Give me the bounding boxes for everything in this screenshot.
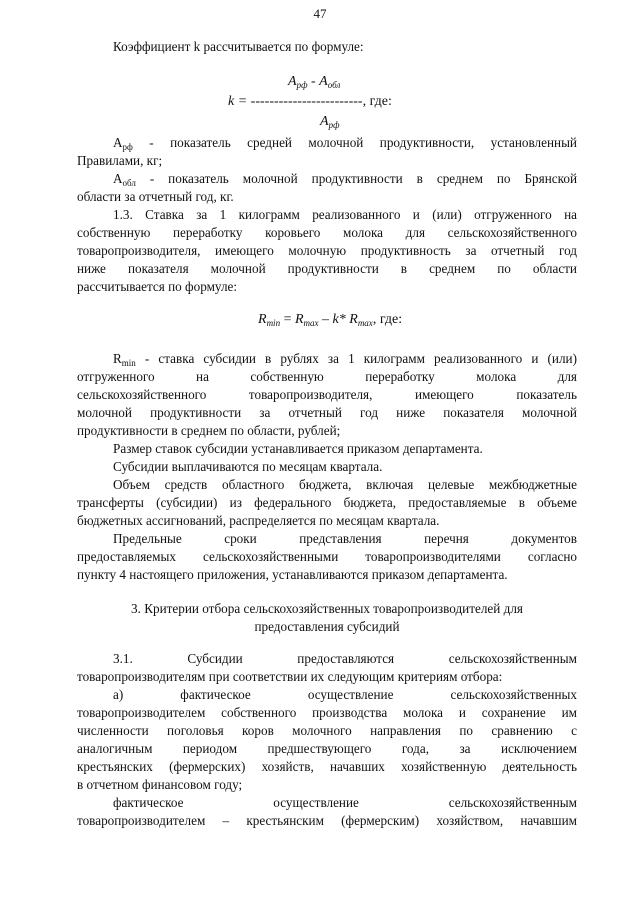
item-1-3-line: 1.3. Ставка за 1 килограмм реализованного и (или) отгруженного на [113,207,577,222]
formula-intro: Коэффициент k рассчитывается по формуле: [113,39,364,54]
definition-rmin-line: молочной продуктивности за отчетный год ниже показателя молочной [77,405,577,420]
formula1-numerator: $A_{рф} - A_{обл}$ [288,74,341,90]
definition-arf: $A_{рф}$ - показатель средней молочной продуктивности, установленный [113,135,577,152]
paragraph-deadlines: предоставляемых сельскохозяйственными товаропроизводителями согласно [77,549,577,564]
paragraph-monthly: Субсидии выплачиваются по месяцам квартала. [113,459,383,474]
definition-aobl-cont: области за отчетный год, кг. [77,189,234,204]
item-a: в отчетном финансовом году; [77,777,243,792]
definition-rmin: $R_{min}$ - ставка субсидии в рублях за 1 килограмм реализованного и (или) [113,351,577,368]
paragraph-volume: бюджетных ассигнований, распределяется по месяцам квартала. [77,513,440,528]
item-a: аналогичным периодом предшествующего года, за исключением [77,741,577,756]
item-a: товаропроизводителем собственного производства молока и сохранение им [77,705,577,720]
definition-rmin-line: продуктивности в среднем по области, рублей; [77,423,341,438]
item-1-3-line: собственную переработку коровьего молока для сельскохозяйственного [77,225,577,240]
page-number: 47 [313,6,327,21]
section-3-heading: 3. Критерии отбора сельскохозяйственных товаропроизводителей для [131,601,523,616]
definition-aobl: $A_{обл}$ - показатель молочной продуктивности в среднем по Брянской [113,171,577,188]
definition-rmin-line: отгруженного на собственную переработку молока для [77,369,577,384]
item-fact: товаропроизводителем – крестьянским (фермерским) хозяйством, начавшим [77,813,577,828]
paragraph-deadlines: Предельные сроки представления перечня документов [113,531,577,546]
item-1-3-line: рассчитывается по формуле: [77,279,238,294]
item-3-1: 3.1. Субсидии предоставляются сельскохозяйственным [113,651,577,666]
item-fact: фактическое осуществление сельскохозяйственным [113,795,577,810]
section-3-heading: предоставления субсидий [254,619,400,634]
item-a: численности поголовья коров молочного направления по сравнению с [77,723,577,738]
paragraph-volume: трансферты (субсидии) из федерального бюджета, предоставляемые в объеме [77,495,577,510]
formula2: $R_{min} = R_{max} - k*$ $R_{max}$, где: [258,312,403,328]
paragraph-rates: Размер ставок субсидии устанавливается приказом департамента. [113,441,483,456]
item-3-1: товаропроизводителям при соответствии их следующим критериям отбора: [77,669,503,684]
item-a: крестьянских (фермерских) хозяйств, начавших хозяйственную деятельность [77,759,577,774]
item-a: а) фактическое осуществление сельскохозяйственных [113,687,577,702]
formula1-denominator: $A_{рф}$ [320,114,340,130]
formula1-main-line: k = ------------------------, где: [228,94,392,109]
item-1-3-line: товаропроизводителя, имеющего молочную продуктивность за отчетный год [77,243,577,258]
paragraph-volume: Объем средств областного бюджета, включая целевые межбюджетные [113,477,577,492]
item-1-3-line: ниже показателя молочной продуктивности в среднем по области [77,261,577,276]
paragraph-deadlines: пункту 4 настоящего приложения, устанавливаются приказом департамента. [77,567,508,582]
definition-rmin-line: сельскохозяйственного товаропроизводителя, имеющего показатель [77,387,577,402]
definition-arf-cont: Правилами, кг; [77,153,163,168]
